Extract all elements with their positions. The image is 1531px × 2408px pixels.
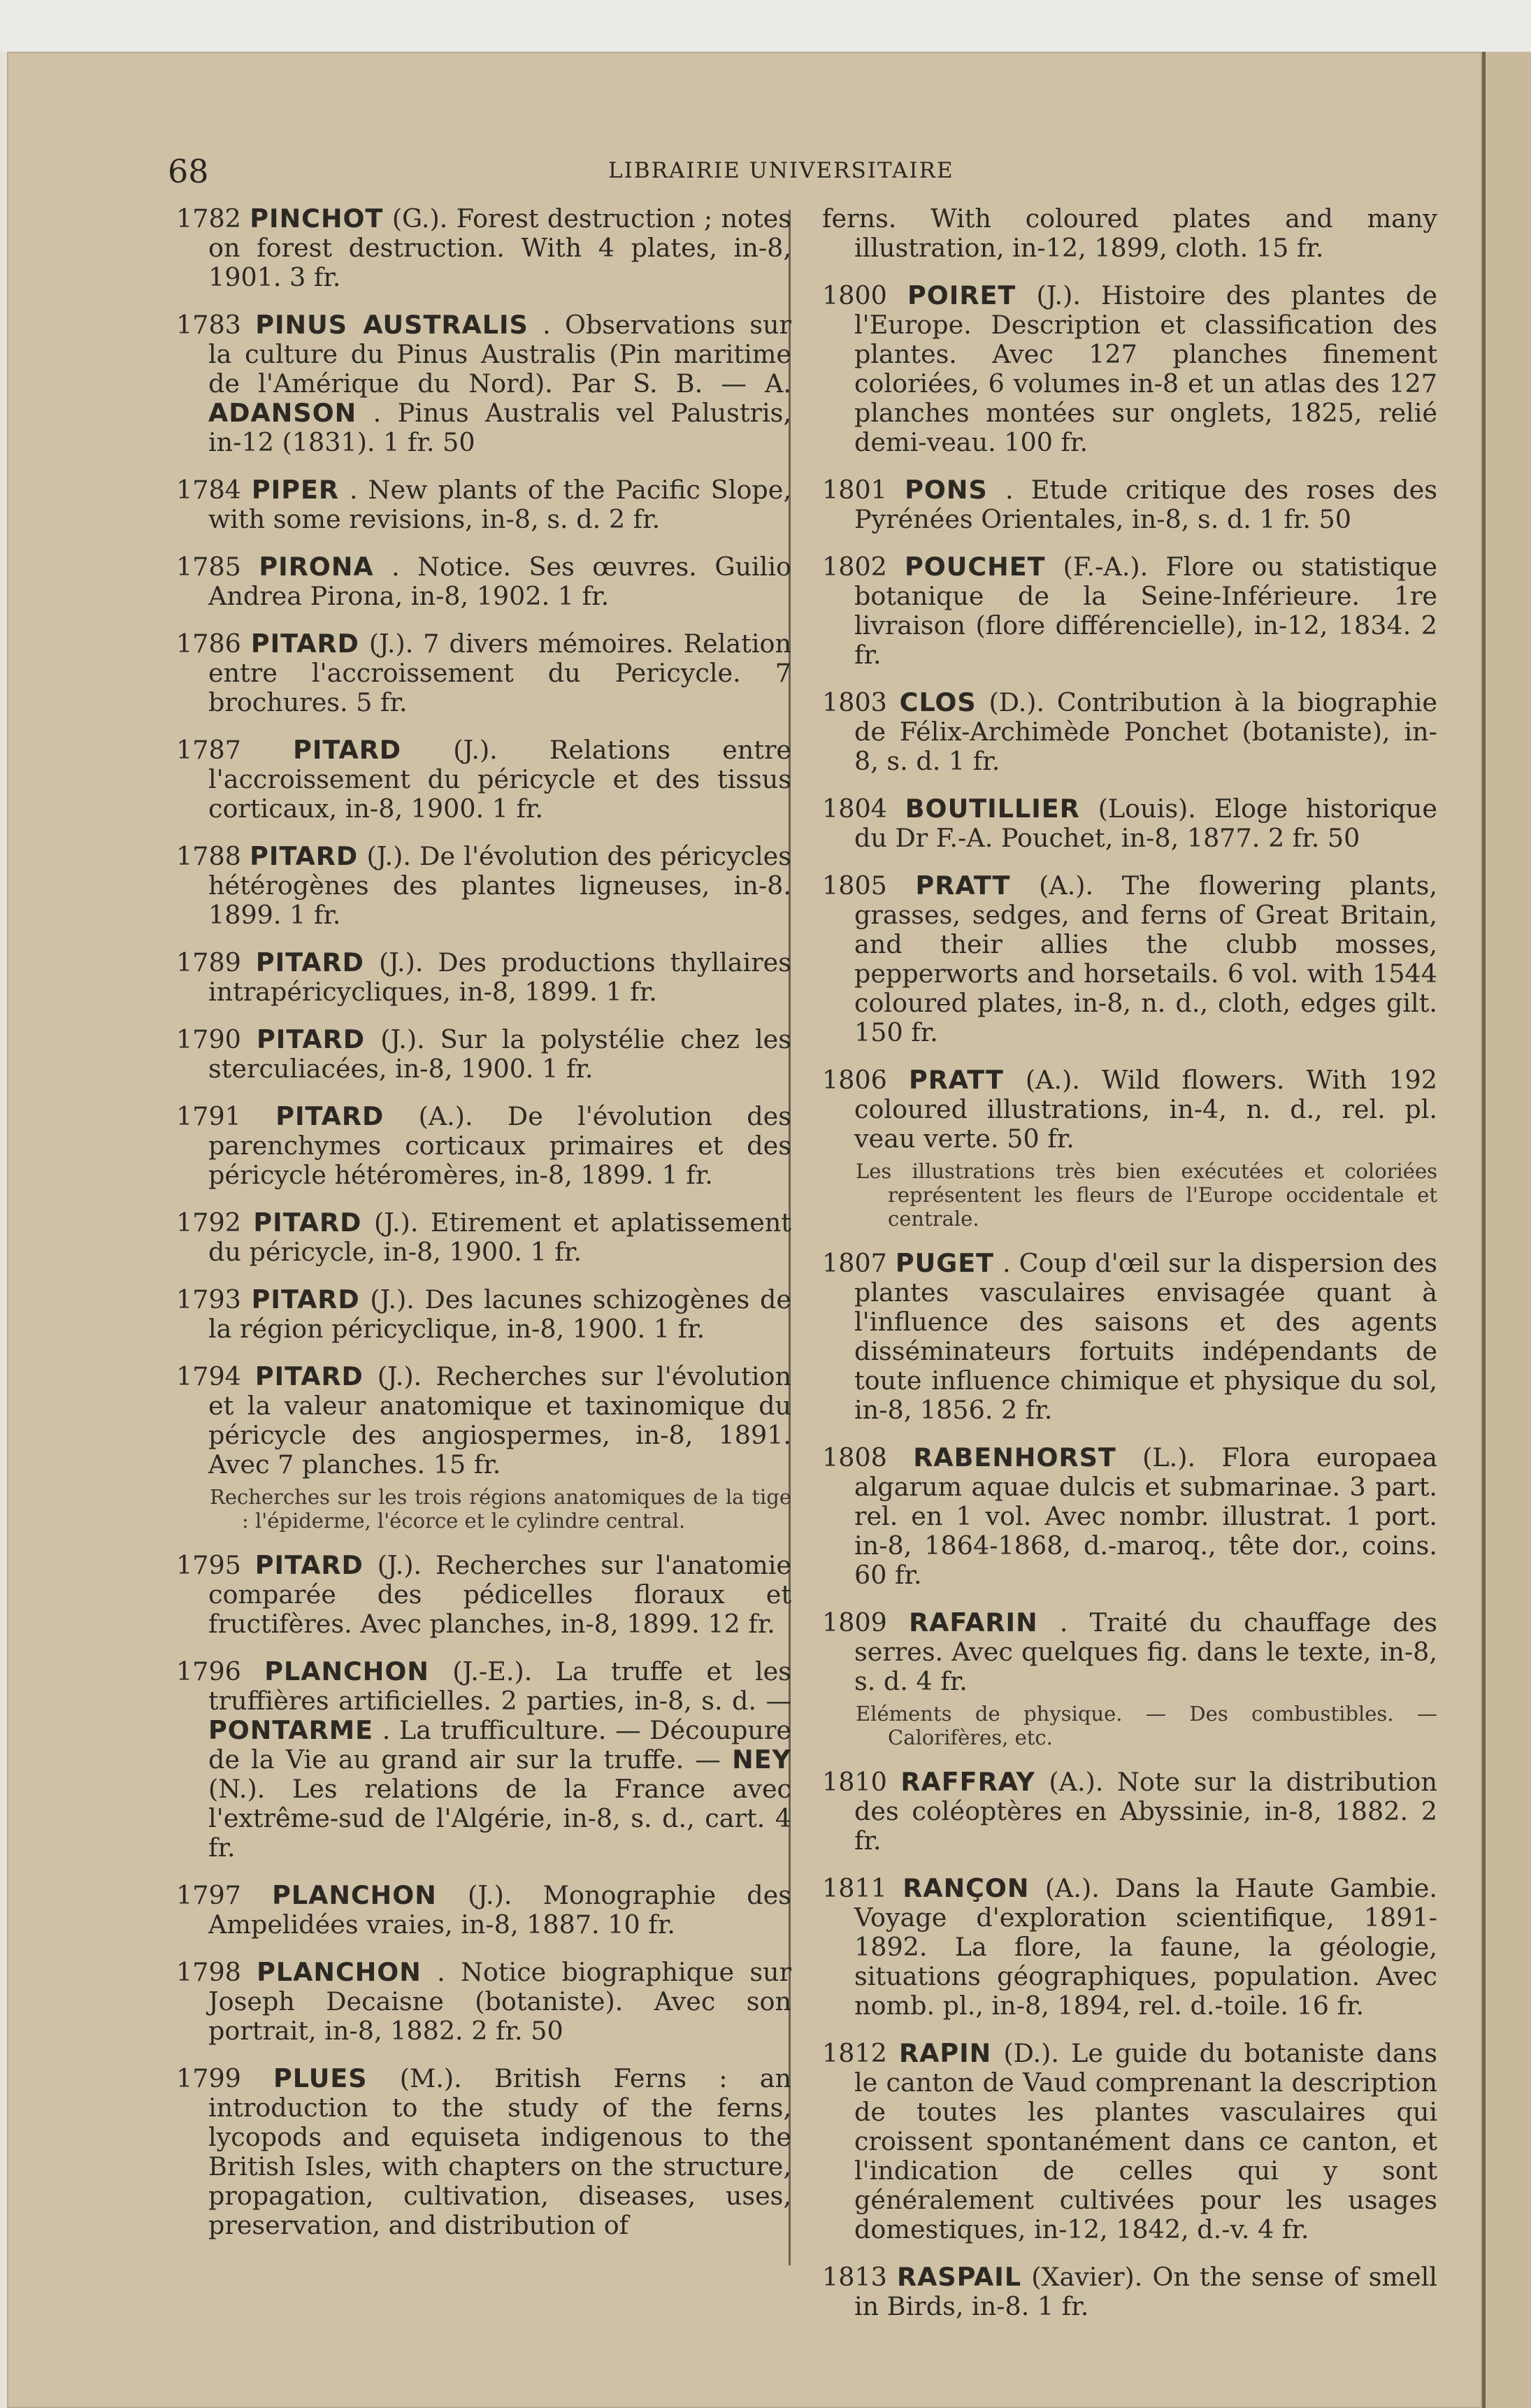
catalog-entry	[822, 2263, 1437, 2321]
entry-number: 1785	[176, 552, 241, 582]
catalog-entry	[822, 475, 1437, 534]
entry-author: PITARD	[293, 735, 402, 765]
entry-author: POIRET	[907, 280, 1016, 310]
entry-text: . Notice biographique sur Joseph Decaisne (botaniste). Avec son portrait, in-8, 1882. 2 fr. 50	[208, 1957, 792, 2046]
entry-note: Eléments de physique. — Des combustibles. — Calorifères, etc.	[856, 1702, 1437, 1749]
catalog-entry	[822, 204, 1437, 263]
catalog-entry	[176, 1881, 791, 1940]
entry-author: PLANCHON	[272, 1880, 437, 1910]
catalog-entry	[176, 1362, 791, 1533]
catalog-entry	[176, 1208, 791, 1267]
entry-number: 1807	[822, 1248, 887, 1278]
catalog-entry	[822, 1768, 1437, 1856]
entry-text: (J.). Recherches sur l'anatomie comparée des pédicelles floraux et fructifères. Avec planches, in-8, 1899. 12 fr.	[208, 1550, 792, 1639]
entry-number: 1805	[822, 870, 887, 901]
entry-text: ferns. With coloured plates and many illustration, in-12, 1899, cloth. 15 fr.	[822, 203, 1437, 263]
entry-number: 1808	[822, 1442, 887, 1472]
entry-author: PONTARME	[208, 1715, 374, 1745]
entry-author: PLANCHON	[264, 1656, 429, 1686]
entry-text: (J.). Monographie des Ampelidées vraies, in-8, 1887. 10 fr.	[208, 1880, 792, 1940]
entry-text: . Pinus Australis vel Palustris, in-12 (1831). 1 fr. 50	[208, 398, 791, 457]
entry-number: 1784	[176, 475, 241, 505]
entry-author: RAPIN	[899, 2038, 992, 2068]
entry-text: (J.). Des lacunes schizogènes de la région péricyclique, in-8, 1900. 1 fr.	[208, 1284, 791, 1344]
entry-author: PUGET	[895, 1248, 995, 1278]
catalog-entry	[822, 1066, 1437, 1231]
entry-text: (J.). Des productions thyllaires intrapéricycliques, in-8, 1899. 1 fr.	[208, 947, 792, 1007]
entry-text: (A.). The flowering plants, grasses, sedges, and ferns of Great Britain, and their allies the clubb mosses, pepperworts and horsetails. 6 vol. with 1544 coloured plates, in-8, n. d., cloth, edges gilt. 150 fr.	[854, 870, 1438, 1047]
page-header-title: LIBRAIRIE UNIVERSITAIRE	[608, 158, 954, 183]
entry-text: (J.). Sur la polystélie chez les sterculiacées, in-8, 1900. 1 fr.	[208, 1024, 792, 1084]
entry-text: . Coup d'œil sur la dispersion des plantes vasculaires envisagée quant à l'influence des saisons et des agents disséminateurs fortuits indépendants de toute influence chimique et physique du sol, in-8, 1856. 2 fr.	[854, 1248, 1438, 1425]
entry-author: BOUTILLIER	[905, 794, 1080, 824]
entry-text: . Notice. Ses œuvres. Guilio Andrea Pirona, in-8, 1902. 1 fr.	[208, 552, 792, 611]
catalog-entry	[822, 1443, 1437, 1590]
entry-text: . La trufficulture. — Découpure de la Vie au grand air sur la truffe. —	[208, 1715, 791, 1775]
catalog-entry	[176, 204, 791, 292]
entry-text: (A.). Wild flowers. With 192 coloured illustrations, in-4, n. d., rel. pl. veau verte. 50 fr.	[854, 1065, 1438, 1154]
entry-author: PRATT	[908, 1065, 1004, 1095]
catalog-entry	[176, 310, 791, 457]
entry-author: PRATT	[915, 870, 1011, 901]
entry-author: PLUES	[273, 2063, 368, 2093]
catalog-entry	[176, 948, 791, 1007]
entry-note: Recherches sur les trois régions anatomiques de la tige : l'épiderme, l'écorce et le cylindre central.	[210, 1485, 791, 1533]
catalog-entry	[822, 688, 1437, 776]
entry-author: CLOS	[899, 687, 977, 717]
entry-author: RAFFRAY	[900, 1767, 1035, 1797]
entry-number: 1782	[176, 203, 241, 234]
entry-text: (D.). Le guide du botaniste dans le canton de Vaud comprenant la description de toutes les plantes vasculaires qui croissent spontanément dans ce canton, et l'indication de celles qui y sont généralement cultivées pour les usages domestiques, in-12, 1842, d.-v. 4 fr.	[854, 2038, 1438, 2244]
entry-number: 1802	[822, 552, 887, 582]
entry-text: (J.). Relations entre l'accroissement du péricycle et des tissus corticaux, in-8, 1900. 1 fr.	[208, 735, 791, 824]
entry-author: PINCHOT	[250, 203, 384, 234]
entry-author: PIRONA	[259, 552, 374, 582]
entry-text: (J.). De l'évolution des péricycles hétérogènes des plantes ligneuses, in-8. 1899. 1 fr.	[208, 841, 791, 930]
catalog-entry	[822, 871, 1437, 1047]
page-number: 68	[168, 152, 209, 190]
entry-author: PITARD	[257, 1024, 366, 1054]
entry-text: (F.-A.). Flore ou statistique botanique de la Seine-Inférieure. 1re livraison (flore différencielle), in-12, 1834. 2 fr.	[854, 552, 1438, 670]
entry-author: PLANCHON	[257, 1957, 422, 1987]
catalog-entry	[176, 1285, 791, 1344]
catalog-entry	[176, 736, 791, 824]
entry-text: (N.). Les relations de la France avec l'extrême-sud de l'Algérie, in-8, s. d., cart. 4 fr.	[208, 1774, 791, 1863]
catalog-entry	[176, 2064, 791, 2240]
entry-number: 1786	[176, 629, 241, 659]
entry-note: Les illustrations très bien exécutées et coloriées représentent les fleurs de l'Europe occidentale et centrale.	[856, 1159, 1437, 1231]
catalog-entry	[176, 629, 791, 717]
entry-number: 1783	[176, 310, 241, 340]
entry-author: PITARD	[255, 947, 364, 977]
entry-number: 1790	[176, 1024, 241, 1054]
entry-text: (A.). Note sur la distribution des coléoptères en Abyssinie, in-8, 1882. 2 fr.	[854, 1767, 1437, 1856]
entry-author: RASPAIL	[896, 2262, 1022, 2292]
catalog-entry	[176, 475, 791, 534]
entry-number: 1798	[176, 1957, 241, 1987]
entry-author: PITARD	[253, 1207, 362, 1238]
entry-text: (J.). 7 divers mémoires. Relation entre l'accroissement du Pericycle. 7 brochures. 5 fr.	[208, 629, 791, 717]
left-column	[176, 204, 791, 2258]
entry-number: 1789	[176, 947, 241, 977]
running-head	[168, 152, 1468, 194]
entry-number: 1788	[176, 841, 241, 871]
entry-text: (J.). Recherches sur l'évolution et la valeur anatomique et taxinomique du péricycle des angiospermes, in-8, 1891. Avec 7 planches. 15 fr.	[208, 1361, 791, 1479]
entry-author: PITARD	[250, 841, 359, 871]
entry-number: 1810	[822, 1767, 887, 1797]
entry-text: (L.). Flora europaea algarum aquae dulcis et submarinae. 3 part. rel. en 1 vol. Avec nombr. illustrat. 1 port. in-8, 1864-1868, d.-maroq., tête dor., coins. 60 fr.	[854, 1442, 1437, 1590]
entry-author: PONS	[905, 475, 988, 505]
entry-author: PITARD	[254, 1361, 364, 1391]
entry-number: 1811	[822, 1873, 887, 1903]
entry-text: (A.). De l'évolution des parenchymes corticaux primaires et des péricycle hétéromères, in-8, 1899. 1 fr.	[208, 1101, 791, 1190]
entry-text: . Etude critique des roses des Pyrénées Orientales, in-8, s. d. 1 fr. 50	[854, 475, 1437, 534]
entry-text: (Louis). Eloge historique du Dr F.-A. Pouchet, in-8, 1877. 2 fr. 50	[854, 794, 1437, 853]
entry-number: 1793	[176, 1284, 241, 1314]
entry-text: (J.). Histoire des plantes de l'Europe. Description et classification des plantes. Avec 127 planches finement coloriées, 6 volumes in-8 et un atlas des 127 planches montées sur onglets, 1825, relié demi-veau. 100 fr.	[854, 280, 1437, 457]
entry-number: 1792	[176, 1207, 241, 1238]
entry-author: NEY	[732, 1744, 791, 1775]
entry-number: 1794	[176, 1361, 241, 1391]
catalog-entry	[822, 1874, 1437, 2021]
entry-text: (M.). British Ferns : an introduction to the study of the ferns, lycopods and equiseta indigenous to the British Isles, with chapters on the structure, propagation, cultivation, diseases, uses, preservation, and distribution of	[208, 2063, 791, 2240]
entry-text: (J.). Etirement et aplatissement du péricycle, in-8, 1900. 1 fr.	[208, 1207, 791, 1267]
entry-number: 1809	[822, 1607, 887, 1637]
entry-number: 1801	[822, 475, 887, 505]
entry-author: ADANSON	[208, 398, 357, 428]
entry-author: PINUS AUSTRALIS	[255, 310, 529, 340]
entry-author: PITARD	[275, 1101, 384, 1131]
entry-author: POUCHET	[904, 552, 1046, 582]
catalog-entry	[822, 281, 1437, 457]
entry-number: 1812	[822, 2038, 887, 2068]
catalog-entry	[822, 794, 1437, 853]
catalog-entry	[176, 1657, 791, 1863]
entry-text: . Observations sur la culture du Pinus Australis (Pin maritime de l'Amérique du Nord). Par S. B. — A.	[208, 310, 791, 399]
entry-text: (G.). Forest destruction ; notes on forest destruction. With 4 plates, in-8, 1901. 3 fr.	[208, 203, 791, 292]
catalog-entry	[176, 1025, 791, 1084]
entry-number: 1797	[176, 1880, 241, 1910]
scan-background	[0, 0, 1531, 52]
entry-text: (A.). Dans la Haute Gambie. Voyage d'exploration scientifique, 1891-1892. La flore, la faune, la géologie, situations géographiques, population. Avec nomb. pl., in-8, 1894, rel. d.-toile. 16 fr.	[854, 1873, 1437, 2021]
entry-author: RAFARIN	[909, 1607, 1038, 1637]
entry-author: RANÇON	[903, 1873, 1030, 1903]
right-column	[822, 204, 1437, 2339]
entry-number: 1800	[822, 280, 887, 310]
entry-author: PITARD	[251, 1284, 360, 1314]
entry-author: PITARD	[250, 629, 359, 659]
catalog-entry	[176, 1551, 791, 1639]
entry-number: 1796	[176, 1656, 241, 1686]
entry-author: PIPER	[251, 475, 339, 505]
entry-text: (J.-E.). La truffe et les truffières artificielles. 2 parties, in-8, s. d. —	[208, 1656, 792, 1716]
catalog-entry	[822, 2039, 1437, 2244]
entry-number: 1813	[822, 2262, 887, 2292]
catalog-entry	[822, 1608, 1437, 1749]
entry-author: RABENHORST	[913, 1442, 1116, 1472]
catalog-entry	[822, 552, 1437, 670]
catalog-entry	[176, 1102, 791, 1190]
entry-number: 1804	[822, 794, 887, 824]
catalog-entry	[176, 842, 791, 930]
entry-text: . Traité du chauffage des serres. Avec quelques fig. dans le texte, in-8, s. d. 4 fr.	[854, 1607, 1438, 1696]
page-edge	[1482, 52, 1531, 2408]
entry-number: 1806	[822, 1065, 887, 1095]
entry-text: (Xavier). On the sense of smell in Birds, in-8. 1 fr.	[854, 2262, 1437, 2321]
catalog-entry	[822, 1249, 1437, 1425]
catalog-entry	[176, 1958, 791, 2046]
entry-number: 1791	[176, 1101, 241, 1131]
entry-text: . New plants of the Pacific Slope, with some revisions, in-8, s. d. 2 fr.	[208, 475, 791, 534]
entry-number: 1799	[176, 2063, 241, 2093]
entry-text: (D.). Contribution à la biographie de Félix-Archimède Ponchet (botaniste), in-8, s. d. 1 fr.	[854, 687, 1437, 776]
entry-number: 1803	[822, 687, 887, 717]
entry-number: 1795	[176, 1550, 241, 1580]
entry-number: 1787	[176, 735, 241, 765]
catalog-entry	[176, 552, 791, 611]
entry-author: PITARD	[254, 1550, 364, 1580]
